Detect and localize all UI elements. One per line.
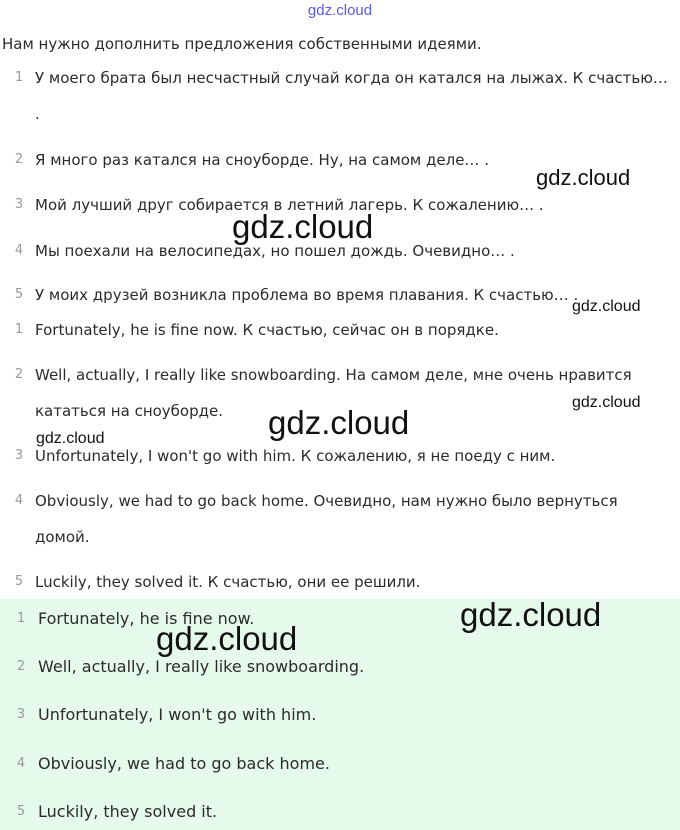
intro-text: Нам нужно дополнить предложения собственными идеями. (2, 35, 482, 53)
watermark: gdz.cloud (156, 620, 298, 657)
watermark: gdz.cloud (460, 596, 602, 633)
translation-text: Obviously, we had to go back home. Очевидно, нам нужно было вернуться домой. (35, 492, 618, 546)
watermark: gdz.cloud (36, 430, 105, 447)
watermark: gdz.cloud (232, 208, 374, 245)
answer-text: Obviously, we had to go back home. (38, 754, 330, 773)
task-text: У моего брата был несчастный случай когда он катался на лыжах. К счастью… . (35, 69, 668, 123)
answer-number: 1 (16, 611, 26, 626)
watermark: gdz.cloud (572, 298, 641, 315)
task-number: 4 (14, 243, 24, 258)
translation-number: 3 (14, 448, 24, 463)
translation-text: Luckily, they solved it. К счастью, они ее решили. (35, 573, 421, 591)
watermark: gdz.cloud (536, 165, 631, 190)
task-text: Мой лучший друг собирается в летний лагерь. К сожалению… . (35, 196, 544, 214)
task-number: 5 (14, 287, 24, 302)
watermark: gdz.cloud (268, 404, 410, 441)
answer-text: Unfortunately, I won't go with him. (38, 705, 317, 724)
translation-text: Well, actually, I really like snowboarding. На самом деле, мне очень нравится кататься на сноуборде. (35, 366, 632, 420)
translation-number: 1 (14, 322, 24, 337)
task-number: 3 (14, 197, 24, 212)
task-number: 1 (14, 70, 24, 85)
task-text: Я много раз катался на сноуборде. Ну, на самом деле… . (35, 151, 489, 169)
translation-number: 5 (14, 574, 24, 589)
answer-text: Luckily, they solved it. (38, 802, 218, 821)
translation-number: 2 (14, 367, 24, 382)
translation-text: Fortunately, he is fine now. К счастью, сейчас он в порядке. (35, 321, 499, 339)
answer-number: 4 (16, 756, 26, 771)
answer-number: 5 (16, 804, 26, 819)
answer-text: Well, actually, I really like snowboarding. (38, 657, 365, 676)
answer-number: 2 (16, 659, 26, 674)
task-number: 2 (14, 152, 24, 167)
answer-text: Fortunately, he is fine now. (38, 609, 255, 628)
answers-panel (0, 596, 680, 830)
translation-number: 4 (14, 493, 24, 508)
task-text: У моих друзей возникла проблема во время плавания. К счастью… . (35, 286, 579, 304)
answer-number: 3 (16, 707, 26, 722)
translation-text: Unfortunately, I won't go with him. К сожалению, я не поеду с ним. (35, 447, 556, 465)
task-text: Мы поехали на велосипедах, но пошел дождь. Очевидно… . (35, 242, 515, 260)
watermark: gdz.cloud (572, 394, 641, 411)
header-watermark: gdz.cloud (307, 2, 373, 19)
